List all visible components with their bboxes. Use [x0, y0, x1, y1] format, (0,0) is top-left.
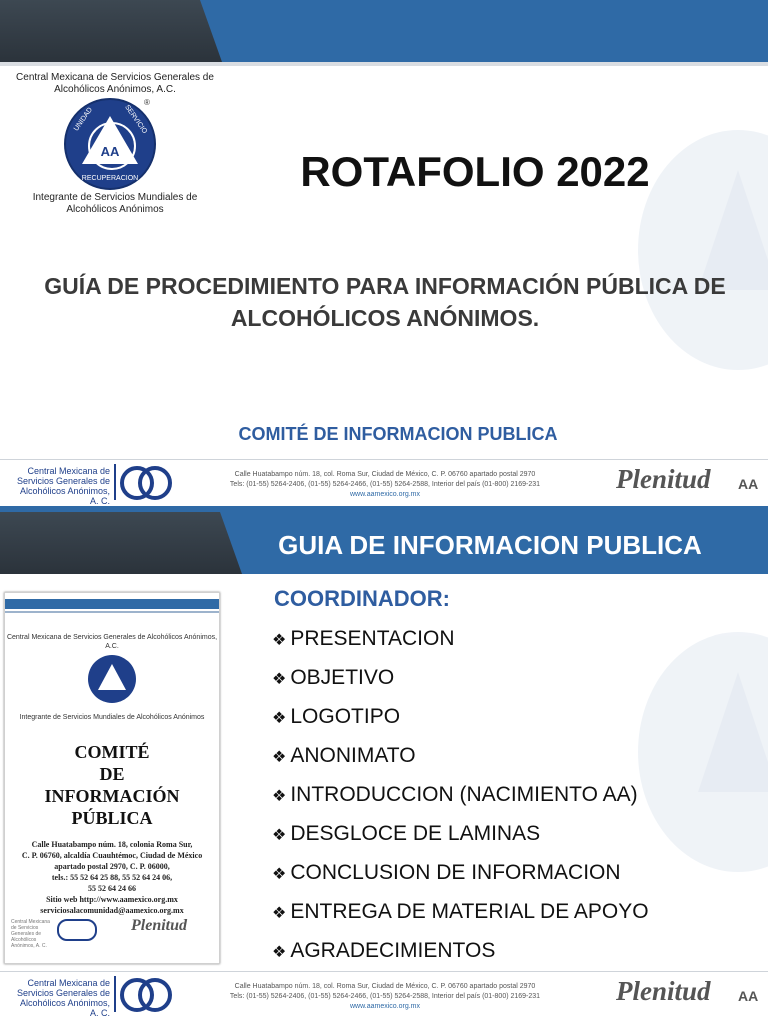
diamond-bullet-icon: ❖: [272, 866, 287, 883]
csg-logo-icon: [57, 919, 97, 941]
slide-title: ROTAFOLIO 2022: [300, 148, 650, 195]
agenda-item: ❖ CONCLUSION DE INFORMACION: [272, 861, 621, 884]
csg-logo-icon: [120, 978, 180, 1010]
plenitud-aa: AA: [738, 988, 759, 1004]
cover-title: COMITÉ DE INFORMACIÓN PÚBLICA: [44, 742, 180, 828]
diamond-bullet-icon: ❖: [272, 671, 287, 688]
plenitud-logo: Plenitud: [616, 976, 711, 1006]
cover-org-membership: Integrante de Servicios Mundiales de Alcohólicos Anónimos: [19, 714, 205, 721]
cover-footer: Central Mexicana de Servicios Generales de Alcohólicos Anónimos, A. C. Plenitud: [11, 917, 188, 949]
footer-address: Calle Huatabampo núm. 18, col. Roma Sur, Ciudad de México, C. P. 06760 apartado postal 2970 Tels: (01-55) 5264-2406, (01-55) 5264-2466, (01-55) 5264-2588, Interior del país (01-800) 2169-231 www.aamexico.org.mx: [220, 470, 550, 500]
csg-logo-icon: [120, 466, 180, 498]
footer-org-name: Central Mexicana de Servicios Generales de Alcohólicos Anónimos, A. C.: [16, 978, 110, 1018]
registered-mark: ®: [144, 98, 150, 107]
footer-website-link[interactable]: www.aamexico.org.mx: [349, 491, 421, 498]
slide-subtitle: GUÍA DE PROCEDIMIENTO PARA INFORMACIÓN PÚBLICA DE ALCOHÓLICOS ANÓNIMOS.: [44, 273, 726, 331]
coordinator-heading: COORDINADOR:: [274, 586, 450, 611]
aa-seal-icon: AA UNIDAD SERVICIO RECUPERACION: [64, 98, 156, 190]
agenda-item: ❖ ENTREGA DE MATERIAL DE APOYO: [272, 900, 649, 923]
diamond-bullet-icon: ❖: [272, 905, 287, 922]
agenda-item: ❖ ANONIMATO: [272, 744, 416, 767]
cover-org-name: Central Mexicana de Servicios Generales de Alcohólicos Anónimos, A.C.: [6, 634, 218, 650]
cover-address: Calle Huatabampo núm. 18, colonia Roma Sur, C. P. 06760, alcaldía Cuauhtémoc, Ciudad de México apartado postal 2970, C. P. 06000, tels.: 55 52 64 25 88, 55 52 64 24 06, 55 52 64 24 66 Sitio web http://www.aamexico.org.mx serviciosalacomunidad@aamexico.org.mx: [21, 840, 203, 915]
plenitud-logo: Plenitud: [131, 917, 188, 934]
slide-footer: [0, 968, 768, 1024]
diamond-bullet-icon: ❖: [272, 788, 287, 805]
diamond-bullet-icon: ❖: [272, 944, 287, 961]
slide-header-bar: [0, 0, 768, 62]
agenda-item: ❖ PRESENTACION: [272, 627, 455, 650]
aa-watermark-icon: [638, 632, 768, 872]
aa-seal-icon: [88, 655, 136, 703]
footer-org-name: Central Mexicana de Servicios Generales de Alcohólicos Anónimos, A. C.: [16, 466, 110, 506]
agenda-item: ❖ DESGLOCE DE LAMINAS: [272, 822, 541, 845]
footer-website-link[interactable]: www.aamexico.org.mx: [349, 1003, 421, 1010]
org-membership: Integrante de Servicios Mundiales de Alcohólicos Anónimos: [32, 192, 198, 215]
agenda-item: ❖ INTRODUCCION (NACIMIENTO AA): [272, 783, 638, 806]
slide-footer: [0, 456, 768, 512]
footer-address: Calle Huatabampo núm. 18, col. Roma Sur, Ciudad de México, C. P. 06760 apartado postal 2970 Tels: (01-55) 5264-2406, (01-55) 5264-2466, (01-55) 5264-2588, Interior del país (01-800) 2169-231 www.aamexico.org.mx: [220, 982, 550, 1012]
plenitud-aa: AA: [738, 476, 759, 492]
committee-name: COMITÉ DE INFORMACION PUBLICA: [238, 424, 558, 444]
agenda-item: ❖ LOGOTIPO: [272, 705, 401, 728]
org-name-top: Central Mexicana de Servicios Generales de Alcohólicos Anónimos, A.C.: [16, 72, 214, 95]
slide-guide: [0, 512, 768, 1024]
agenda-item: ❖ OBJETIVO: [272, 666, 395, 689]
diamond-bullet-icon: ❖: [272, 710, 287, 727]
agenda-item: ❖ AGRADECIMIENTOS: [272, 939, 496, 962]
diamond-bullet-icon: ❖: [272, 827, 287, 844]
diamond-bullet-icon: ❖: [272, 749, 287, 766]
plenitud-logo: Plenitud: [616, 464, 711, 494]
diamond-bullet-icon: ❖: [272, 632, 287, 649]
brochure-cover-image: [4, 592, 220, 964]
slide-title: GUIA DE INFORMACION PUBLICA: [278, 530, 702, 560]
agenda-list: [272, 620, 649, 971]
